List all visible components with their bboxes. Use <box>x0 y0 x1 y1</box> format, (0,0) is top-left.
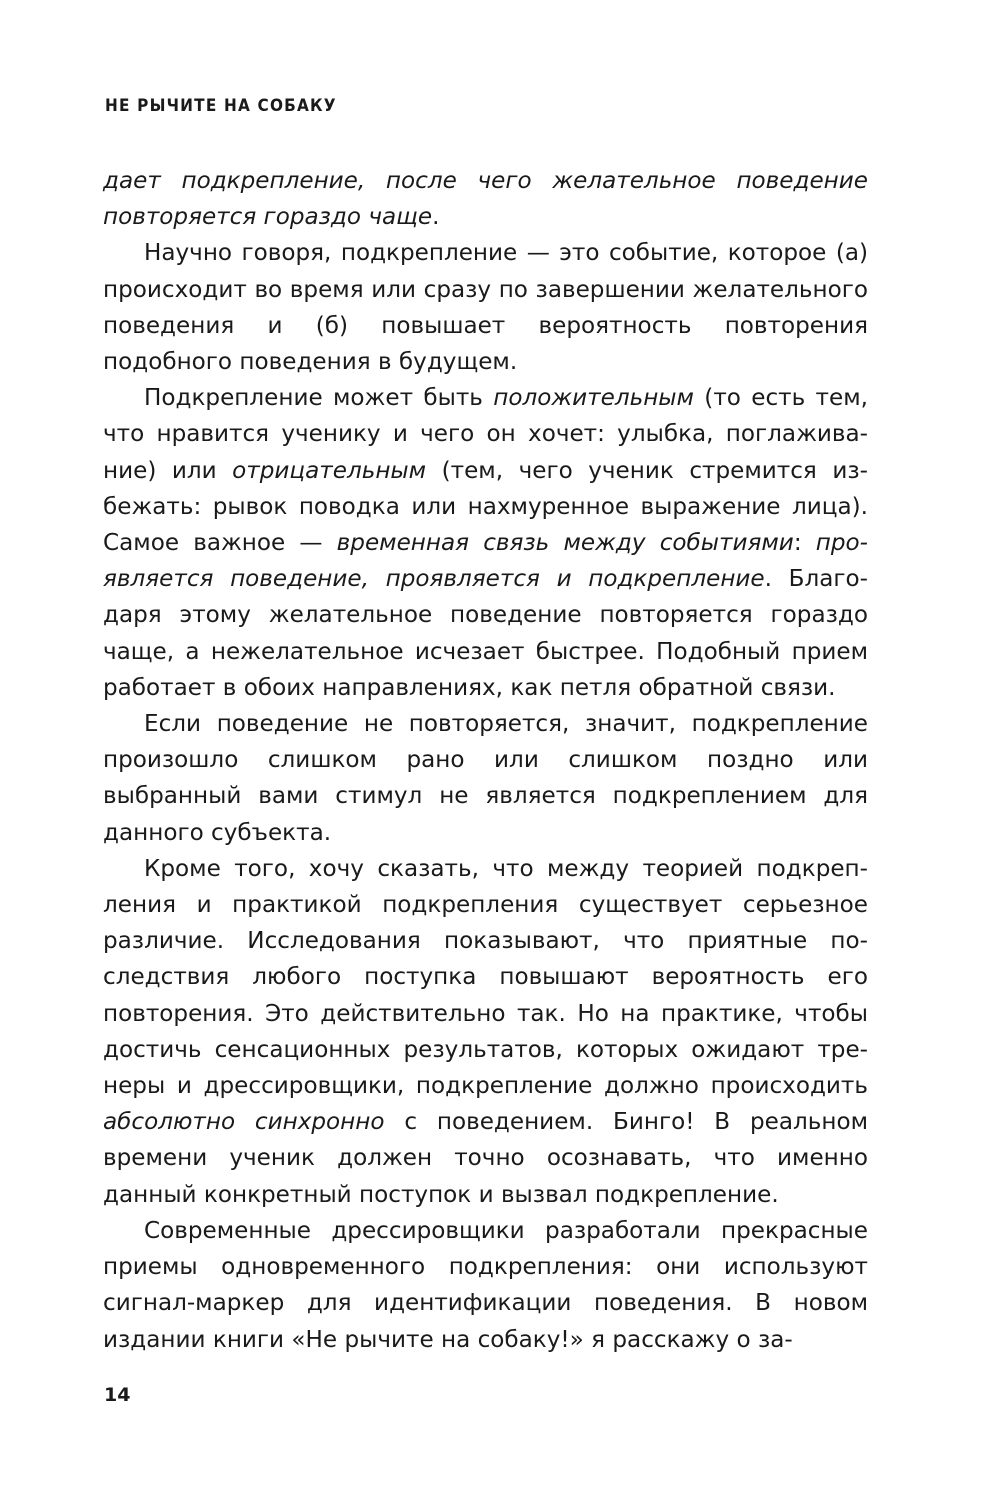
paragraph-text: Если поведение не повторяется, значит, подкрепление произошло слишком рано или слишком поздно или выбранный вами стимул не является подкреплением для данного субъекта. <box>103 711 868 846</box>
page-number: 14 <box>104 1384 131 1406</box>
paragraph <box>103 1213 868 1358</box>
paragraph <box>103 851 868 1213</box>
paragraph-text: . Благодаря этому желательное поведение повторяется гораздо чаще, а нежелательное исчезает быстрее. Подобный прием работает в обоих направлениях, как петля обратной связи. <box>103 566 869 701</box>
emphasis-text: проявляется поведение, проявляется и подкрепление <box>103 530 869 593</box>
paragraph <box>103 163 868 235</box>
emphasis-text: положительным <box>493 385 694 412</box>
body-text <box>103 163 868 1358</box>
paragraph-text: (тем, чего ученик стремится избежать: рывок поводка или нахмуренное выражение лица). Самое важное — <box>103 457 868 557</box>
emphasis-text: временная связь между событиями <box>336 530 794 557</box>
running-head: НЕ РЫЧИТЕ НА СОБАКУ <box>105 96 337 116</box>
emphasis-text: абсолютно синхронно <box>103 1109 385 1136</box>
paragraph <box>103 706 868 851</box>
paragraph-text: с поведением. Бинго! В реальном времени ученик должен точно осознавать, что именно данный конкретный поступок и вызвал подкрепление. <box>103 1109 868 1208</box>
paragraph <box>103 235 868 380</box>
paragraph-text: Современные дрессировщики разработали прекрасные приемы одновременного подкрепления: они используют сигнал-маркер для идентификации поведения. В новом издании книги «Не рычите на собаку!» я расскажу о за- <box>103 1217 868 1353</box>
paragraph <box>103 380 868 706</box>
paragraph-text: Научно говоря, подкрепление — это событие, которое (а) происходит во время или сразу по завершении желательного поведения и (б) повышает вероятность повторения подобного поведения в будущем. <box>103 240 868 376</box>
paragraph-text: : <box>793 530 816 557</box>
emphasis-text: отрицательным <box>232 457 427 484</box>
paragraph-text: Кроме того, хочу сказать, что между теорией подкрепления и практикой подкрепления существует серьезное различие. Исследования показывают, что приятные последствия любого поступка повышают вероятность его повторения. Это действительно так. Но на практике, чтобы достичь сенсационных результатов, которых ожидают тренеры и дрессировщики, подкрепление должно происходить <box>103 855 868 1100</box>
paragraph-text: . <box>432 204 440 231</box>
paragraph-text: Подкрепление может быть <box>144 385 494 412</box>
paragraph-text: (то есть тем, что нравится ученику и чего он хочет: улыбка, поглаживание) или <box>103 385 868 484</box>
emphasis-text: дает подкрепление, после чего желательное поведение повторяется гораздо чаще <box>103 168 868 231</box>
